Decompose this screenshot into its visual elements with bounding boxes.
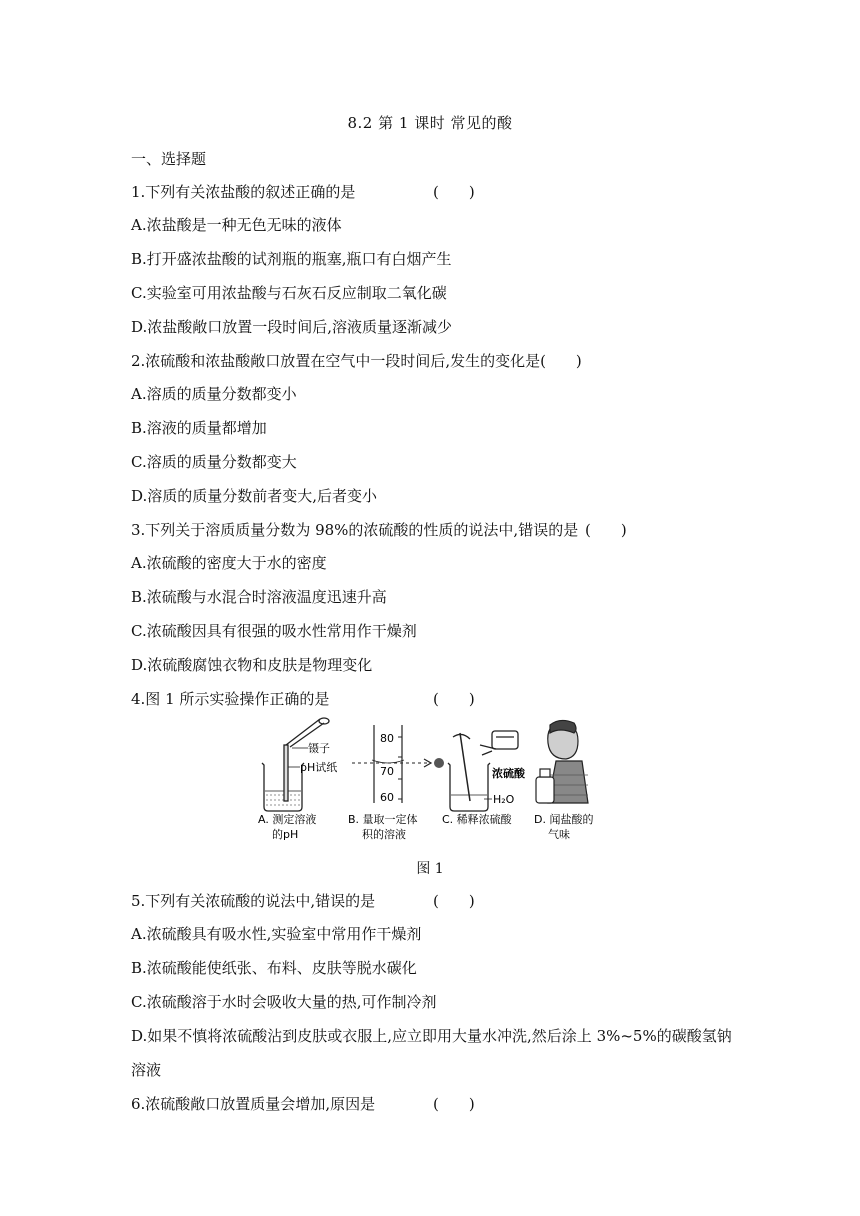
acid-label: 浓硫酸 bbox=[492, 767, 525, 780]
caption-b: B. 量取一定体 bbox=[348, 813, 418, 826]
person-smelling-illustration bbox=[536, 720, 588, 803]
answer-blank: ( ) bbox=[585, 521, 627, 539]
option-d: D.浓硫酸腐蚀衣物和皮肤是物理变化 bbox=[131, 656, 373, 674]
option-b: B.浓硫酸能使纸张、布料、皮肤等脱水碳化 bbox=[131, 959, 417, 977]
tick-label: 70 bbox=[380, 765, 394, 778]
experiment-figure bbox=[248, 715, 608, 845]
answer-blank: ( ) bbox=[433, 690, 475, 708]
option-a: A.浓盐酸是一种无色无味的液体 bbox=[131, 216, 342, 234]
answer-blank: ( ) bbox=[433, 183, 475, 201]
option-b: B.打开盛浓盐酸的试剂瓶的瓶塞,瓶口有白烟产生 bbox=[131, 250, 452, 268]
option-a: A.溶质的质量分数都变小 bbox=[131, 385, 297, 403]
caption-c: C. 稀释浓硫酸 bbox=[442, 813, 512, 826]
option-a: A.浓硫酸的密度大于水的密度 bbox=[131, 554, 327, 572]
answer-blank: ( ) bbox=[433, 1095, 475, 1113]
question-2-stem: 2.浓硫酸和浓盐酸敞口放置在空气中一段时间后,发生的变化是( ) bbox=[131, 352, 582, 370]
question-4-stem: 4.图 1 所示实验操作正确的是 bbox=[131, 690, 330, 708]
option-d: D.如果不慎将浓硫酸沾到皮肤或衣服上,应立即用大量水冲洗,然后涂上 3%~5%的碳酸氢钠 bbox=[131, 1027, 732, 1045]
tick-label: 80 bbox=[380, 732, 394, 745]
page-title: 8.2 第 1 课时 常见的酸 bbox=[347, 114, 513, 132]
tick-label: 60 bbox=[380, 791, 394, 804]
question-5-stem: 5.下列有关浓硫酸的说法中,错误的是 bbox=[131, 892, 376, 910]
water-label: H₂O bbox=[493, 793, 515, 806]
figure-caption: 图 1 bbox=[416, 861, 444, 877]
option-c: C.溶质的质量分数都变大 bbox=[131, 453, 297, 471]
tweezers-label: 镊子 bbox=[308, 742, 330, 755]
option-c: C.浓硫酸溶于水时会吸收大量的热,可作制冷剂 bbox=[131, 993, 437, 1011]
option-c: C.浓硫酸因具有很强的吸水性常用作干燥剂 bbox=[131, 622, 417, 640]
question-6-stem: 6.浓硫酸敞口放置质量会增加,原因是 bbox=[131, 1095, 376, 1113]
caption-d-cont: 气味 bbox=[548, 828, 570, 841]
option-d-cont: 溶液 bbox=[131, 1061, 162, 1079]
section-heading: 一、选择题 bbox=[131, 150, 207, 168]
graduated-cylinder-illustration bbox=[352, 725, 444, 803]
caption-a-cont: 的pH bbox=[272, 828, 299, 841]
question-1-stem: 1.下列有关浓盐酸的叙述正确的是 bbox=[131, 183, 356, 201]
option-c: C.实验室可用浓盐酸与石灰石反应制取二氧化碳 bbox=[131, 284, 447, 302]
question-3-stem: 3.下列关于溶质质量分数为 98%的浓硫酸的性质的说法中,错误的是 bbox=[131, 521, 579, 539]
option-a: A.浓硫酸具有吸水性,实验室中常用作干燥剂 bbox=[131, 925, 422, 943]
option-d: D.浓盐酸敞口放置一段时间后,溶液质量逐渐减少 bbox=[131, 318, 453, 336]
option-d: D.溶质的质量分数前者变大,后者变小 bbox=[131, 487, 378, 505]
caption-b-cont: 积的溶液 bbox=[362, 828, 406, 841]
caption-a: A. 测定溶液 bbox=[258, 813, 317, 826]
option-b: B.浓硫酸与水混合时溶液温度迅速升高 bbox=[131, 588, 387, 606]
caption-d: D. 闻盐酸的 bbox=[534, 813, 594, 826]
answer-blank: ( ) bbox=[433, 892, 475, 910]
ph-paper-label: pH试纸 bbox=[300, 761, 338, 774]
option-b: B.溶液的质量都增加 bbox=[131, 419, 267, 437]
